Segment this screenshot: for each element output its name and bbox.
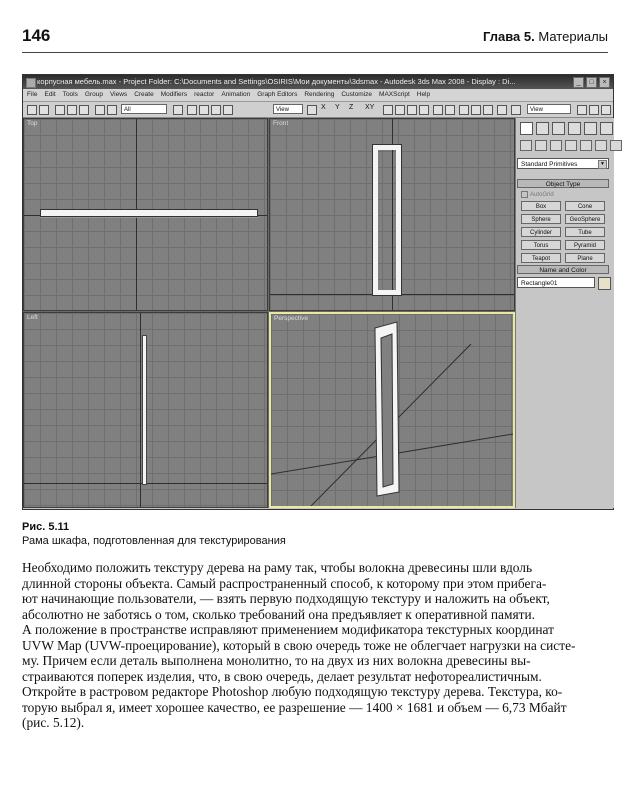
material-editor-icon[interactable] bbox=[497, 105, 507, 115]
page-header bbox=[22, 26, 608, 48]
command-panel-tabs bbox=[520, 122, 613, 135]
chapter-label: Глава bbox=[483, 29, 521, 44]
object-type-rollout[interactable]: Object Type bbox=[517, 179, 609, 188]
viewport-front[interactable] bbox=[269, 118, 515, 311]
utilities-tab-icon[interactable] bbox=[600, 122, 613, 135]
object-color-swatch[interactable] bbox=[598, 277, 611, 290]
shapes-icon[interactable] bbox=[535, 140, 547, 151]
page-number: 146 bbox=[22, 26, 51, 45]
axis-y-button[interactable]: Y bbox=[335, 104, 340, 111]
sphere-button[interactable]: Sphere bbox=[521, 214, 561, 224]
named-selection-select[interactable]: View bbox=[527, 104, 571, 114]
main-toolbar bbox=[23, 102, 613, 118]
tube-button[interactable]: Tube bbox=[565, 227, 605, 237]
frame-object-left-view[interactable] bbox=[142, 335, 147, 485]
teapot-button[interactable]: Teapot bbox=[521, 253, 561, 263]
body-line: Откройте в растровом редакторе Photoshop любую подходящую текстуру дерева. Текстура, ко- bbox=[22, 684, 563, 699]
layer-manager-icon[interactable] bbox=[459, 105, 469, 115]
viewport-label-perspective[interactable]: Perspective bbox=[274, 315, 308, 322]
axis-xy-button[interactable]: XY bbox=[365, 104, 375, 111]
menu-edit[interactable]: Edit bbox=[44, 91, 56, 98]
axis-z-button[interactable]: Z bbox=[349, 104, 354, 111]
frame-object-front-view[interactable] bbox=[373, 145, 401, 295]
pyramid-button[interactable]: Pyramid bbox=[565, 240, 605, 250]
cylinder-button[interactable]: Cylinder bbox=[521, 227, 561, 237]
chevron-down-icon: ▼ bbox=[598, 160, 607, 169]
motion-tab-icon[interactable] bbox=[568, 122, 581, 135]
select-manipulate-icon[interactable] bbox=[223, 105, 233, 115]
torus-button[interactable]: Torus bbox=[521, 240, 561, 250]
figure-caption bbox=[22, 520, 286, 548]
viewport-perspective[interactable] bbox=[269, 312, 515, 508]
viewport-label-front[interactable]: Front bbox=[273, 120, 289, 127]
header-rule bbox=[22, 52, 608, 53]
percent-snap-icon[interactable] bbox=[407, 105, 417, 115]
select-move-icon[interactable] bbox=[187, 105, 197, 115]
bind-space-warp-icon[interactable] bbox=[79, 105, 89, 115]
axis-x-button[interactable]: X bbox=[321, 104, 326, 111]
snaps-toggle-icon[interactable] bbox=[383, 105, 393, 115]
menu-maxscript[interactable]: MAXScript bbox=[379, 91, 410, 98]
redo-icon[interactable] bbox=[39, 105, 49, 115]
systems-icon[interactable] bbox=[610, 140, 622, 151]
perspective-scene bbox=[271, 314, 513, 506]
cone-button[interactable]: Cone bbox=[565, 201, 605, 211]
menu-bar bbox=[23, 89, 613, 102]
primitive-type-value: Standard Primitives bbox=[521, 161, 578, 168]
figure-caption-text: Рама шкафа, подготовленная для текстурирования bbox=[22, 535, 286, 547]
chapter-number: 5. bbox=[523, 29, 535, 44]
grid-axis-vertical bbox=[140, 313, 141, 507]
geosphere-button[interactable]: GeoSphere bbox=[565, 214, 605, 224]
body-line: UVW Map (UVW-проецирование), который в свою очередь тоже не облегчает нагрузки на систе- bbox=[22, 637, 576, 653]
body-line: А положение в пространстве исправляют применением модификатора текстурных координат bbox=[22, 622, 554, 637]
select-rotate-icon[interactable] bbox=[199, 105, 209, 115]
angle-snap-icon[interactable] bbox=[395, 105, 405, 115]
window-controls bbox=[573, 77, 610, 88]
menu-graph-editors[interactable]: Graph Editors bbox=[257, 91, 298, 98]
menu-file[interactable]: File bbox=[27, 91, 38, 98]
menu-tools[interactable]: Tools bbox=[62, 91, 78, 98]
autogrid-label: AutoGrid bbox=[530, 192, 554, 199]
menu-help[interactable]: Help bbox=[416, 91, 431, 98]
modify-tab-icon[interactable] bbox=[536, 122, 549, 135]
object-name-input[interactable]: Rectangle01 bbox=[517, 277, 595, 288]
menu-animation[interactable]: Animation bbox=[221, 91, 251, 98]
menu-modifiers[interactable]: Modifiers bbox=[160, 91, 188, 98]
body-line: Необходимо положить текстуру дерева на раму так, чтобы волокна древесины шли вдоль bbox=[22, 560, 533, 575]
box-button[interactable]: Box bbox=[521, 201, 561, 211]
running-head bbox=[483, 29, 608, 44]
figure-number: Рис. 5.11 bbox=[22, 521, 70, 533]
undo-icon[interactable] bbox=[27, 105, 37, 115]
viewport-left[interactable] bbox=[23, 312, 268, 508]
unlink-icon[interactable] bbox=[67, 105, 77, 115]
lights-icon[interactable] bbox=[550, 140, 562, 151]
body-line: торую выбрал я, имеет хорошее качество, ее разрешение — 1400 × 1681 и объем — 6,73 Мбайт bbox=[22, 699, 567, 715]
display-tab-icon[interactable] bbox=[584, 122, 597, 135]
frame-object-top-view[interactable] bbox=[40, 209, 258, 217]
hierarchy-tab-icon[interactable] bbox=[552, 122, 565, 135]
geometry-icon[interactable] bbox=[520, 140, 532, 151]
body-line: страиваются поперек изделия, что, в свою очередь, делает результат нефотореалистичным. bbox=[22, 668, 542, 684]
figure-screenshot bbox=[22, 74, 614, 510]
body-paragraph bbox=[22, 560, 614, 731]
primitive-type-select[interactable] bbox=[517, 158, 609, 169]
close-icon[interactable]: × bbox=[599, 77, 610, 88]
body-line: абсолютно не заботясь о том, сколько требований она предъявляет к оперативной памяти. bbox=[22, 606, 535, 622]
app-icon bbox=[26, 78, 36, 88]
render-setup-icon[interactable] bbox=[511, 105, 521, 115]
autogrid-checkbox[interactable] bbox=[521, 191, 554, 198]
render-frame-icon[interactable] bbox=[577, 105, 587, 115]
menu-customize[interactable]: Customize bbox=[341, 91, 373, 98]
window-title: корпусная мебель.max - Project Folder: C:\Documents and Settings\OSIRIS\Мои документы\3dsmax - Autodesk 3ds Max 2008 - Display : Di... bbox=[37, 77, 516, 86]
align-icon[interactable] bbox=[445, 105, 455, 115]
quick-render-icon[interactable] bbox=[589, 105, 599, 115]
menu-reactor[interactable]: reactor bbox=[194, 91, 215, 98]
menu-views[interactable]: Views bbox=[109, 91, 128, 98]
spinner-snap-icon[interactable] bbox=[419, 105, 429, 115]
checkbox-icon bbox=[521, 191, 528, 198]
name-and-color-rollout[interactable]: Name and Color bbox=[517, 265, 609, 274]
body-line: му. Причем если деталь выполнена монолитно, то на двух из них волокна древесины вы- bbox=[22, 653, 531, 668]
space-warps-icon[interactable] bbox=[595, 140, 607, 151]
curve-editor-icon[interactable] bbox=[471, 105, 481, 115]
body-line: (рис. 5.12). bbox=[22, 715, 85, 730]
render-production-icon[interactable] bbox=[601, 105, 611, 115]
create-category-icons bbox=[520, 140, 622, 151]
schematic-view-icon[interactable] bbox=[483, 105, 493, 115]
link-icon[interactable] bbox=[55, 105, 65, 115]
selection-region-icon[interactable] bbox=[107, 105, 117, 115]
create-tab-icon[interactable] bbox=[520, 122, 533, 135]
viewports-area bbox=[23, 118, 515, 508]
helpers-icon[interactable] bbox=[580, 140, 592, 151]
reference-coordinate-select[interactable]: View bbox=[273, 104, 303, 114]
select-by-name-icon[interactable] bbox=[173, 105, 183, 115]
plane-button[interactable]: Plane bbox=[565, 253, 605, 263]
window-titlebar bbox=[23, 75, 613, 89]
viewport-label-top[interactable]: Top bbox=[27, 120, 38, 127]
command-panel bbox=[515, 118, 614, 508]
menu-group[interactable]: Group bbox=[84, 91, 103, 98]
viewport-top[interactable] bbox=[23, 118, 268, 311]
select-object-icon[interactable] bbox=[95, 105, 105, 115]
select-scale-icon[interactable] bbox=[211, 105, 221, 115]
selection-filter-select[interactable]: All bbox=[121, 104, 167, 114]
maximize-icon[interactable]: □ bbox=[586, 77, 597, 88]
menu-rendering[interactable]: Rendering bbox=[304, 91, 335, 98]
pivot-center-icon[interactable] bbox=[307, 105, 317, 115]
body-line: длинной стороны объекта. Самый распространенный способ, к которому при этом прибега- bbox=[22, 575, 547, 591]
minimize-icon[interactable]: _ bbox=[573, 77, 584, 88]
cameras-icon[interactable] bbox=[565, 140, 577, 151]
viewport-label-left[interactable]: Left bbox=[27, 314, 38, 321]
chapter-title: Материалы bbox=[538, 29, 608, 44]
body-line: ют начинающие пользователи, — взять первую подходящую текстуру и наложить на объект, bbox=[22, 591, 550, 606]
mirror-icon[interactable] bbox=[433, 105, 443, 115]
menu-create[interactable]: Create bbox=[134, 91, 154, 98]
